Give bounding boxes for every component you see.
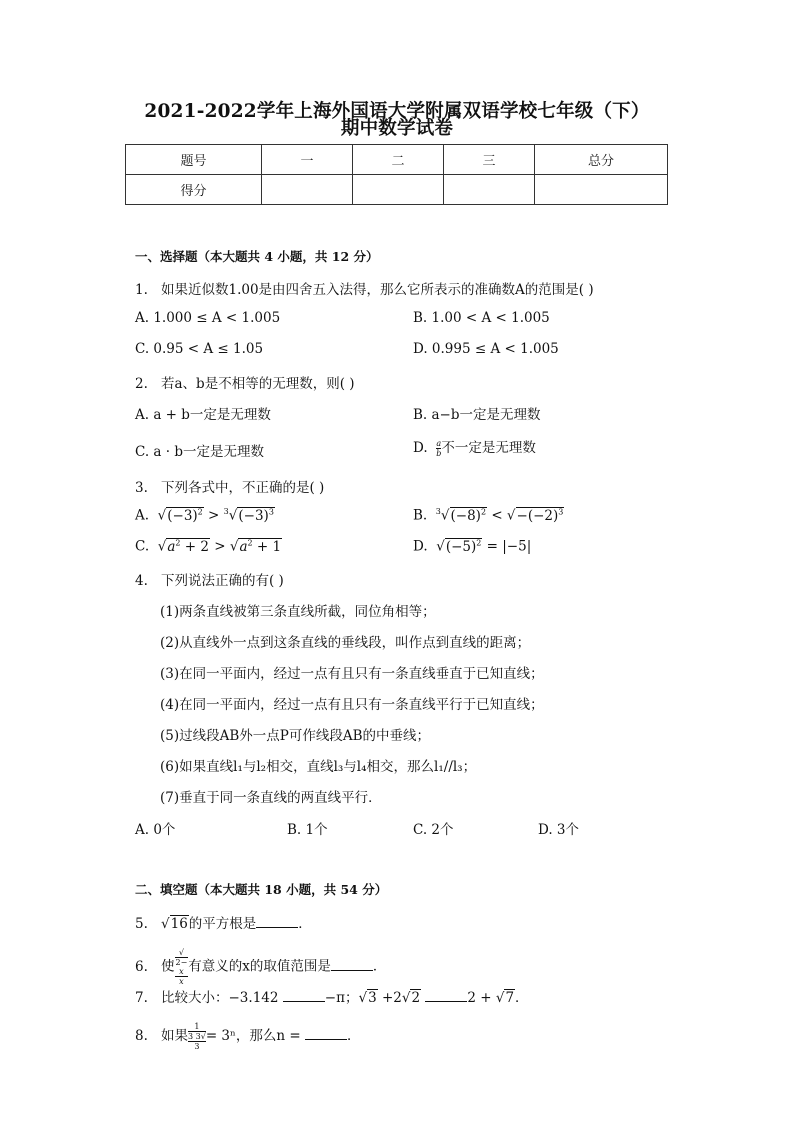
q1-option-b: B. 1.00 < A < 1.005 — [413, 310, 550, 326]
score-table-score-row — [126, 175, 668, 205]
question-4: 4. 下列说法正确的有( ) — [135, 573, 284, 589]
q4-statement: (1)两条直线被第三条直线所截，同位角相等； — [160, 604, 436, 620]
q1-option-d: D. 0.995 ≤ A < 1.005 — [413, 341, 559, 357]
q1-option-c: C. 0.95 < A ≤ 1.05 — [135, 341, 264, 357]
exam-title-line2: 期中数学试卷 — [340, 118, 454, 139]
score-table-header-row — [126, 145, 668, 175]
fraction-a-over-b: $\frac{a}{b}$ — [436, 439, 442, 458]
score-table — [125, 144, 668, 205]
q4-option-b: B. 1个 — [287, 822, 328, 838]
question-1: 1. 如果近似数1.00是由四舍五入法得，那么它所表示的准确数A的范围是( ) — [135, 282, 594, 298]
q3-option-a: A. $√(-3)^2 > ^3√(-3)^3$ — [135, 507, 274, 524]
q2-option-c: C. a · b一定是无理数 — [135, 444, 264, 460]
question-3: 3. 下列各式中，不正确的是( ) — [135, 480, 325, 496]
score-header-cell: 题号 — [126, 145, 262, 175]
exam-title-line1: 2021-2022学年上海外国语大学附属双语学校七年级（下） — [144, 101, 650, 122]
score-header-cell: 总分 — [535, 145, 668, 175]
answer-blank[interactable] — [256, 915, 298, 928]
question-3-text: 下列各式中，不正确的是( ) — [161, 480, 325, 496]
question-2: 2. 若a、b是不相等的无理数，则( ) — [135, 376, 355, 392]
question-1-text: 如果近似数1.00是由四舍五入法得，那么它所表示的准确数A的范围是( ) — [161, 282, 594, 298]
q4-statement: (4)在同一平面内，经过一点有且只有一条直线平行于已知直线； — [160, 697, 544, 713]
fraction-1-over-33-sqrt3: 1 3 3√ 3 — [188, 1022, 206, 1051]
q4-statement: (2)从直线外一点到这条直线的垂线段，叫作点到直线的距离； — [160, 635, 531, 651]
answer-blank[interactable] — [425, 989, 467, 1002]
answer-blank[interactable] — [331, 958, 373, 971]
q3-option-c: C. $√a^2 + 2 > √a^2 + 1$ — [135, 538, 282, 555]
score-row-label: 得分 — [126, 175, 262, 205]
score-header-cell: 一 — [262, 145, 353, 175]
question-7: 7. 比较大小：−3.142 −π；√3 +2√2 2 + √7． — [135, 990, 529, 1006]
score-cell — [353, 175, 444, 205]
score-cell — [262, 175, 353, 205]
q2-option-d: D. $\frac{a}{b}$ 不一定是无理数 — [413, 439, 536, 458]
question-2-text: 若a、b是不相等的无理数，则( ) — [161, 376, 355, 392]
q4-option-c: C. 2个 — [413, 822, 454, 838]
question-6: 6. 使 √ 2− x x 有意义的x的取值范围是 ． — [135, 948, 387, 986]
section-1-heading: 一、选择题（本大题共 4 小题，共 12 分） — [135, 249, 379, 264]
fraction-sqrt-2-minus-x-over-x: √ 2− x x — [175, 948, 188, 986]
question-5: 5. √16的平方根是 ． — [135, 916, 312, 932]
q2-option-b: B. a−b一定是无理数 — [413, 407, 541, 423]
q3-option-d: D. $√(-5)^2 = |-5|$ — [413, 538, 532, 555]
q4-statement: (7)垂直于同一条直线的两直线平行． — [160, 790, 382, 806]
q1-option-a: A. 1.000 ≤ A < 1.005 — [135, 310, 281, 326]
question-8: 8. 如果 1 3 3√ 3 = 3ⁿ，那么n = ． — [135, 1022, 361, 1051]
question-4-text: 下列说法正确的有( ) — [161, 573, 284, 589]
score-cell — [535, 175, 668, 205]
q3-option-b: B. $^3√(-8)^2 < √-(-2)^3$ — [413, 507, 564, 524]
score-cell — [444, 175, 535, 205]
score-header-cell: 三 — [444, 145, 535, 175]
score-header-cell: 二 — [353, 145, 444, 175]
q4-option-d: D. 3个 — [538, 822, 580, 838]
q4-statement: (5)过线段AB外一点P可作线段AB的中垂线； — [160, 728, 431, 744]
answer-blank[interactable] — [283, 989, 325, 1002]
section-2-heading: 二、填空题（本大题共 18 小题，共 54 分） — [135, 882, 388, 897]
q4-statement: (3)在同一平面内，经过一点有且只有一条直线垂直于已知直线； — [160, 666, 544, 682]
answer-blank[interactable] — [305, 1027, 347, 1040]
q4-option-a: A. 0个 — [135, 822, 176, 838]
q2-option-a: A. a + b一定是无理数 — [135, 407, 271, 423]
q4-statement: (6)如果直线l₁与l₂相交，直线l₃与l₄相交，那么l₁//l₃； — [160, 759, 477, 775]
